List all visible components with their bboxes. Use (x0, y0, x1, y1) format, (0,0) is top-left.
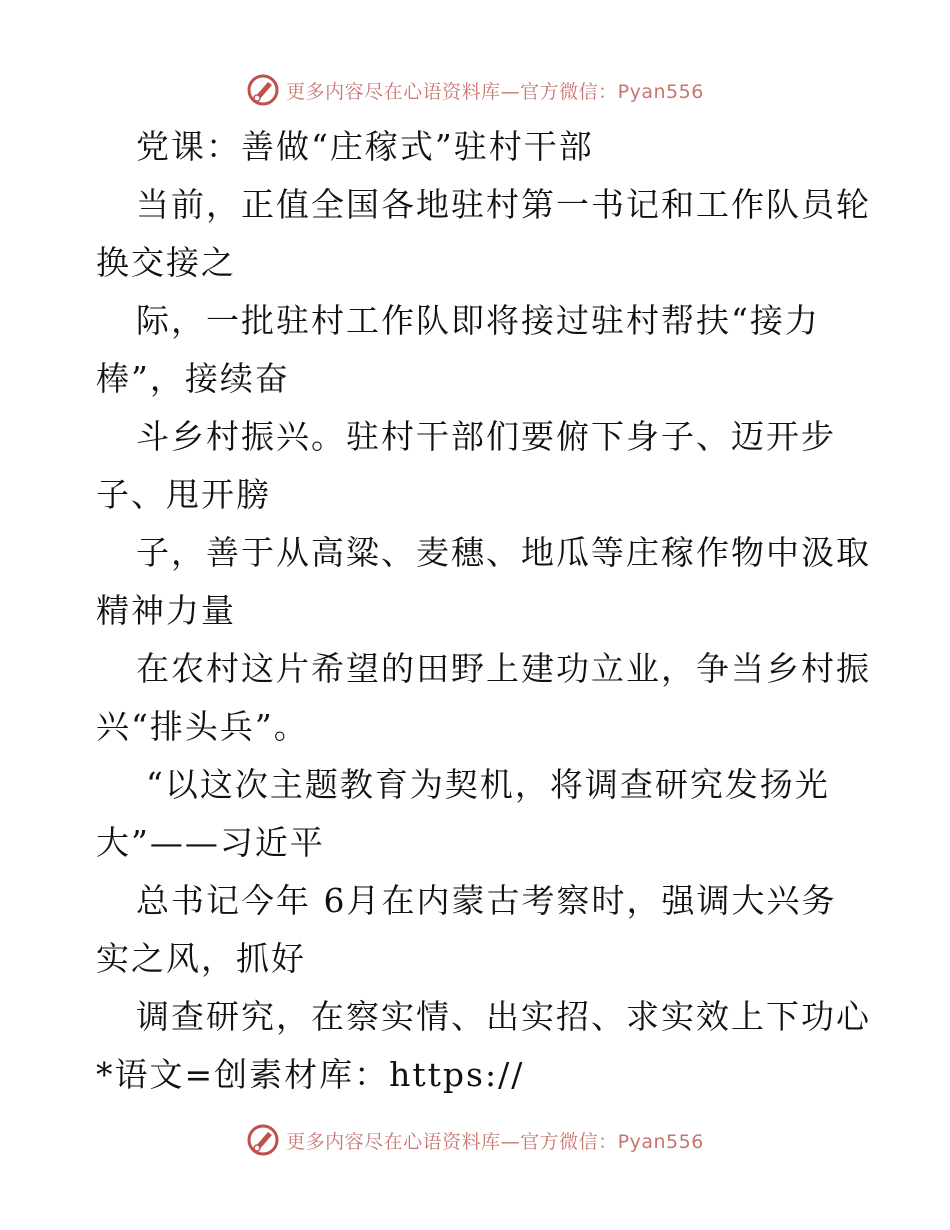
paragraph-line: 换交接之 (96, 243, 236, 282)
footer-watermark (0, 1120, 950, 1160)
paragraph-line: 子、甩开膀 (96, 475, 271, 514)
pen-seal-icon (246, 73, 280, 107)
quote-line: “以这次主题教育为契机，将调查研究发扬光 (146, 765, 830, 804)
paragraph-line: 实之风，抓好 (96, 939, 306, 978)
watermark-text: 更多内容尽在心语资料库—官方微信：Pyan556 (286, 1130, 704, 1153)
watermark-text: 更多内容尽在心语资料库—官方微信：Pyan556 (286, 80, 704, 103)
paragraph-line: 棒”，接续奋 (96, 359, 290, 398)
header-watermark (0, 70, 950, 110)
paragraph-line: 调查研究，在察实情、出实招、求实效上下功心 (136, 997, 871, 1036)
paragraph-line: 子，善于从高粱、麦穗、地瓜等庄稼作物中汲取 (136, 533, 871, 572)
document-body (96, 118, 871, 1104)
paragraph-line: 总书记今年 6月在内蒙古考察时，强调大兴务 (136, 881, 837, 920)
quote-line: 大”——习近平 (96, 823, 325, 862)
paragraph-line: 当前，正值全国各地驻村第一书记和工作队员轮 (136, 185, 871, 224)
paragraph-line: 际，一批驻村工作队即将接过驻村帮扶“接力 (136, 301, 820, 340)
paragraph-line: 精神力量 (96, 591, 236, 630)
pen-seal-icon (246, 1123, 280, 1157)
document-title: 党课：善做“庄稼式”驻村干部 (136, 127, 594, 166)
source-line: *语文=创素材库：https:// (96, 1055, 525, 1094)
paragraph-line: 兴“排头兵”。 (96, 707, 309, 746)
paragraph-line: 斗乡村振兴。驻村干部们要俯下身子、迈开步 (136, 417, 836, 456)
paragraph-line: 在农村这片希望的田野上建功立业，争当乡村振 (136, 649, 871, 688)
